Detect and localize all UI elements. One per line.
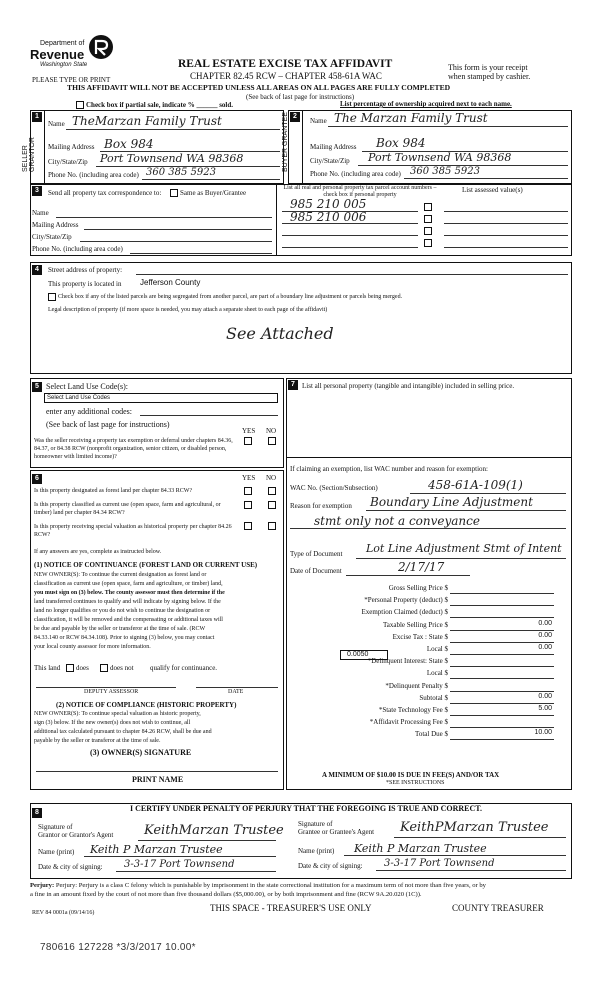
buyer-mailing-label: Mailing Address [310, 143, 357, 151]
exemption-no-checkbox[interactable] [268, 437, 276, 445]
land-use-select[interactable] [44, 393, 278, 403]
minimum-due-note: A MINIMUM OF $10.00 IS DUE IN FEE(S) AND/OR TAX [322, 771, 500, 779]
county-value[interactable]: Jefferson County [140, 278, 201, 287]
certify-statement: I CERTIFY UNDER PENALTY OF PERJURY THAT THE FOREGOING IS TRUE AND CORRECT. [130, 804, 483, 813]
located-in-label: This property is located in [48, 280, 122, 288]
seller-city-label: City/State/Zip [48, 158, 88, 166]
corr-mailing-label: Mailing Address [32, 221, 79, 229]
owner-signature-line[interactable] [36, 771, 278, 772]
treasurer-use-label: THIS SPACE - TREASURER'S USE ONLY [210, 903, 372, 913]
document-date-label: Date of Document [290, 567, 342, 575]
ownership-pct-label: List percentage of ownership acquired next to each name. [340, 100, 512, 108]
land-use-see-back: (See back of last page for instructions) [46, 420, 170, 429]
exemption-question: Was the seller receiving a property tax exemption or deferral under chapters 84.36, 84.37, or 84.38 RCW (nonprofit organization, senior citizen, or disabled person, homeowner with limited income)? [34, 438, 233, 460]
additional-codes-label: enter any additional codes: [46, 407, 132, 416]
forest-yes-checkbox[interactable] [244, 487, 252, 495]
segregated-checkbox[interactable] [48, 293, 56, 301]
reason-field-1[interactable]: Boundary Line Adjustment [370, 495, 533, 509]
section-8-number: 8 [32, 808, 42, 818]
seller-phone-label: Phone No. (including area code) [48, 171, 139, 179]
assessed-header: List assessed value(s) [462, 186, 523, 194]
tax-row-label: *Affidavit Processing Fee $ [369, 718, 448, 726]
forest-no-checkbox[interactable] [268, 487, 276, 495]
tax-row-label: Local $ [426, 669, 448, 677]
partial-sale-checkbox[interactable] [76, 101, 84, 109]
current-use-yes-checkbox[interactable] [244, 501, 252, 509]
personal-property-label: List all personal property (tangible and intangible) included in selling price. [302, 382, 515, 390]
seller-name-label: Name [48, 120, 65, 128]
logo-revenue: Revenue [30, 47, 85, 62]
current-use-no-checkbox[interactable] [268, 501, 276, 509]
grantee-date-field[interactable]: 3-3-17 Port Townsend [384, 858, 495, 869]
print-name-label: PRINT NAME [132, 775, 184, 784]
grantee-date-label: Date & city of signing: [298, 862, 363, 870]
section-5-number: 5 [32, 382, 42, 392]
grantor-name-field[interactable]: Keith P Marzan Trustee [90, 843, 223, 856]
perjury-line-2: a fine in an amount fixed by the court of not more than five thousand dollars ($5,000.00), or by both imprisonment and fine (RCW 9A.20.020 (1C)). [30, 891, 422, 898]
parcel-1-personal-checkbox[interactable] [424, 203, 432, 211]
reason-field-2[interactable]: stmt only not a conveyance [314, 514, 480, 528]
street-address-label: Street address of property: [48, 266, 123, 274]
buyer-side-label: BUYER GRANTEE [282, 112, 289, 172]
revenue-logo-icon [88, 34, 114, 60]
grantee-sig-label-1: Signature of [298, 820, 333, 828]
perjury-line-1: Perjury: Perjury: Perjury is a class C felony which is punishable by imprisonment in the state correctional institution for a maximum term of not more than five years, or by [30, 882, 486, 889]
current-use-question: Is this property classified as current use (open space, farm and agricultural, or timber) land per chapter 84.34 RCW? [34, 502, 221, 516]
corr-city-label: City/State/Zip [32, 233, 72, 241]
parcel-2-personal-checkbox[interactable] [424, 215, 432, 223]
buyer-phone-field[interactable]: 360 385 5923 [410, 166, 480, 177]
land-does-not-checkbox[interactable] [100, 664, 108, 672]
land-does-label: does [76, 664, 89, 672]
historic-question: Is this property receiving special valuation as historical property per chapter 84.26 RCW? [34, 524, 232, 538]
see-back: (See back of last page for instructions) [246, 93, 355, 101]
section-4 [30, 262, 572, 374]
grantee-name-field[interactable]: Keith P Marzan Trustee [354, 842, 487, 855]
seller-mailing-field[interactable]: Box 984 [104, 137, 154, 151]
tax-row-label: Exemption Claimed (deduct) $ [361, 608, 448, 616]
land-use-select-value: Select Land Use Codes [47, 395, 111, 401]
tax-row-value[interactable]: 0.00 [538, 620, 552, 627]
same-as-buyer-label: Same as Buyer/Grantee [180, 189, 247, 197]
section-3-number: 3 [32, 186, 42, 196]
grantor-signature[interactable]: KeithMarzan Trustee [144, 823, 284, 838]
wac-label: WAC No. (Section/Subsection) [290, 484, 378, 492]
see-instructions-note: *SEE INSTRUCTIONS [386, 780, 445, 786]
please-type: PLEASE TYPE OR PRINT [32, 76, 111, 84]
grantor-sig-label-2: Grantor or Grantor's Agent [38, 831, 114, 839]
section-2-number: 2 [290, 112, 300, 122]
seller-mailing-label: Mailing Address [48, 143, 95, 151]
tax-row-label: *State Technology Fee $ [378, 706, 448, 714]
section-1-number: 1 [32, 112, 42, 122]
land-does-not-label: does not [110, 664, 134, 672]
notice-compliance-title: (2) NOTICE OF COMPLIANCE (HISTORIC PROPERTY) [56, 701, 237, 709]
tax-row-label: Excise Tax : State $ [392, 633, 448, 641]
s6-no-header: NO [266, 474, 277, 482]
tax-row-label: Total Due $ [415, 730, 448, 738]
buyer-mailing-field[interactable]: Box 984 [376, 136, 426, 150]
form-chapter: CHAPTER 82.45 RCW – CHAPTER 458-61A WAC [190, 71, 382, 81]
tax-row-value[interactable]: 10.00 [534, 729, 552, 736]
receipt-line1: This form is your receipt [448, 63, 528, 72]
historic-no-checkbox[interactable] [268, 522, 276, 530]
claiming-exemption-label: If claiming an exemption, list WAC number and reason for exemption: [290, 465, 488, 473]
buyer-name-field[interactable]: The Marzan Family Trust [334, 111, 488, 125]
legal-description-label: Legal description of property (if more space is needed, you may attach a separate sheet to each page of the affidavit) [48, 307, 328, 313]
parcel-2[interactable]: 985 210 006 [290, 210, 367, 224]
segregated-label: Check box if any of the listed parcels are being segregated from another parcel, are part of a boundary line adjustment or parcels being merged. [58, 294, 403, 300]
grantor-name-label: Name (print) [38, 848, 75, 856]
historic-yes-checkbox[interactable] [244, 522, 252, 530]
logo-state: Washington State [40, 62, 88, 68]
tax-row-value[interactable]: 0.00 [538, 632, 552, 639]
deputy-date-label: DATE [228, 689, 244, 695]
corr-name-label: Name [32, 209, 49, 217]
grantee-name-label: Name (print) [298, 847, 335, 855]
grantee-sig-label-2: Grantee or Grantee's Agent [298, 828, 375, 836]
owner-signature-label: (3) OWNER(S) SIGNATURE [90, 748, 192, 757]
exemption-yes-checkbox[interactable] [244, 437, 252, 445]
seller-name-field[interactable]: TheMarzan Family Trust [72, 114, 222, 128]
section-7-number: 7 [288, 380, 298, 390]
buyer-phone-label: Phone No. (including area code) [310, 170, 401, 178]
parcel-3-personal-checkbox[interactable] [424, 227, 432, 235]
grantor-sig-label-1: Signature of [38, 823, 73, 831]
document-type-field[interactable]: Lot Line Adjustment Stmt of Intent [366, 542, 562, 555]
land-use-label: Select Land Use Code(s): [46, 382, 128, 391]
tax-rate-value: 0.0050 [347, 651, 369, 658]
buyer-name-label: Name [310, 117, 327, 125]
s5-no-header: NO [266, 427, 277, 435]
tax-row-label: *Delinquent Penalty $ [385, 682, 448, 690]
deputy-assessor-label: DEPUTY ASSESSOR [84, 689, 139, 695]
document-date-field[interactable]: 2/17/17 [398, 560, 445, 574]
tax-row-label: *Personal Property (deduct) $ [364, 596, 448, 604]
document-type-label: Type of Document [290, 550, 343, 558]
tax-row-value[interactable]: 0.00 [538, 693, 552, 700]
section-4-number: 4 [32, 265, 42, 275]
forest-question: Is this property designated as forest land per chapter 84.33 RCW? [34, 488, 193, 494]
logo-dept: Department of [40, 40, 85, 47]
partial-sale-label: Check box if partial sale, indicate % ______ sold. [86, 101, 234, 109]
parcel-4-personal-checkbox[interactable] [424, 239, 432, 247]
tax-row-value[interactable]: 0.00 [538, 644, 552, 651]
wac-field[interactable]: 458-61A-109(1) [428, 478, 523, 492]
parcel-1[interactable]: 985 210 005 [290, 197, 367, 211]
parcel-header: List all real and personal property tax parcel account numbers – check box if personal property [283, 185, 437, 198]
s6-yes-header: YES [242, 474, 256, 482]
send-correspondence-label: Send all property tax correspondence to: [48, 189, 162, 197]
tax-rate-field[interactable] [340, 650, 388, 660]
if-yes-instructions: If any answers are yes, complete as instructed below. [34, 549, 162, 555]
s5-yes-header: YES [242, 427, 256, 435]
seller-side-label: SELLER GRANTOR [22, 137, 36, 172]
tax-row-label: Local $ [426, 645, 448, 653]
reason-label: Reason for exemption [290, 502, 352, 510]
tax-row-label: Gross Selling Price $ [388, 584, 448, 592]
grantee-signature[interactable]: KeithPMarzan Trustee [400, 820, 549, 835]
buyer-city-field[interactable]: Port Townsend WA 98368 [368, 151, 512, 164]
section-6-number: 6 [32, 474, 42, 484]
buyer-city-label: City/State/Zip [310, 157, 350, 165]
legal-description-field[interactable]: See Attached [226, 324, 334, 343]
grantor-date-field[interactable]: 3-3-17 Port Townsend [124, 859, 235, 870]
corr-phone-label: Phone No. (including area code) [32, 245, 123, 253]
same-as-buyer-checkbox[interactable] [170, 189, 178, 197]
cashier-stamp: 780616 127228 *3/3/2017 10.00* [40, 942, 196, 953]
this-land-label: This land [34, 664, 61, 672]
form-warning: THIS AFFIDAVIT WILL NOT BE ACCEPTED UNLESS ALL AREAS ON ALL PAGES ARE FULLY COMPLETED [67, 83, 451, 92]
tax-row-value[interactable]: 5.00 [538, 705, 552, 712]
seller-phone-field[interactable]: 360 385 5923 [146, 167, 216, 178]
grantor-date-label: Date & city of signing: [38, 863, 103, 871]
seller-city-field[interactable]: Port Townsend WA 98368 [100, 152, 244, 165]
tax-row-label: Subtotal $ [419, 694, 448, 702]
tax-row-label: *Delinquent Interest: State $ [367, 657, 448, 665]
county-treasurer-label: COUNTY TREASURER [452, 903, 544, 913]
notice-continuance-title: (1) NOTICE OF CONTINUANCE (FOREST LAND OR CURRENT USE) [34, 561, 258, 569]
land-does-checkbox[interactable] [66, 664, 74, 672]
form-title: REAL ESTATE EXCISE TAX AFFIDAVIT [178, 58, 393, 70]
receipt-line2: when stamped by cashier. [448, 72, 531, 81]
form-revision: REV 84 0001a (09/14/16) [32, 910, 95, 916]
qualify-label: qualify for continuance. [150, 664, 218, 672]
tax-row-label: Taxable Selling Price $ [382, 621, 448, 629]
